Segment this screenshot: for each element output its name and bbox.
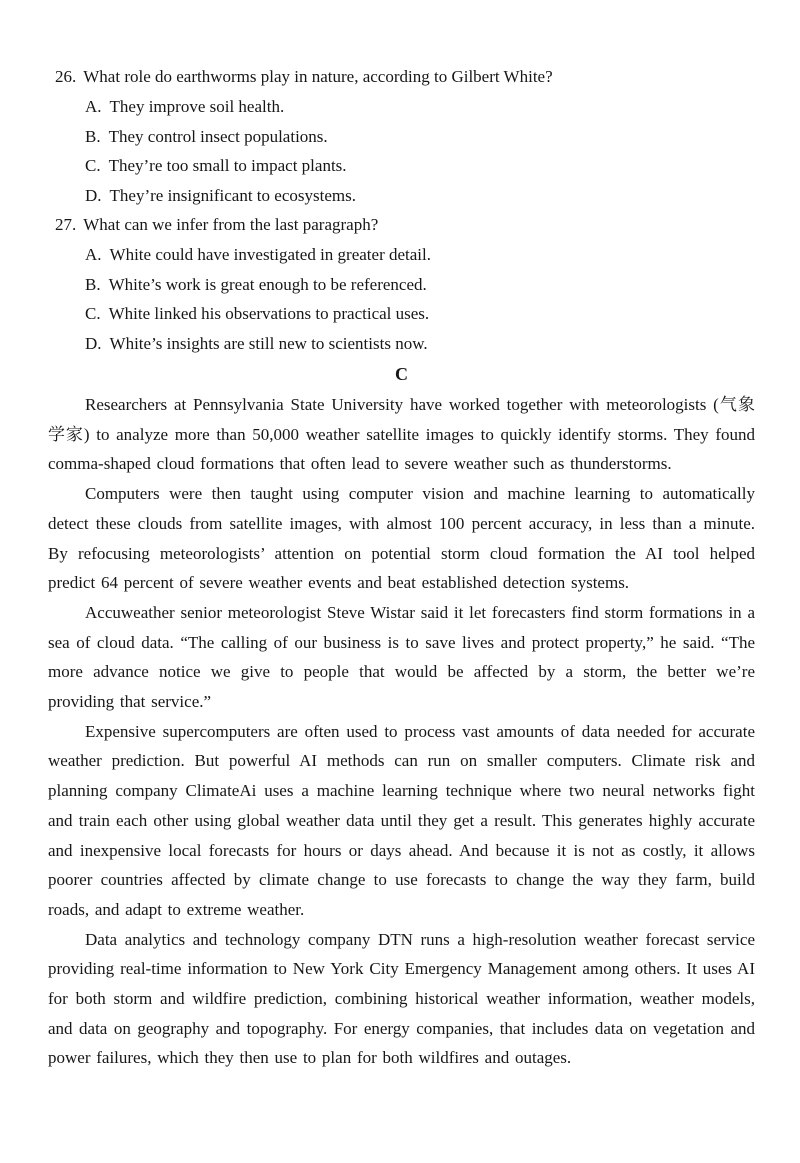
option-label: B.	[85, 274, 101, 294]
option-label: C.	[85, 156, 101, 175]
option-label: C.	[85, 304, 101, 323]
question-stem-row	[48, 62, 755, 92]
option-text: They’re insignificant to ecosystems.	[109, 185, 356, 205]
passage-paragraph: Expensive supercomputers are often used to process vast amounts of data needed for accurate weather prediction. But powerful AI methods can run on smaller computers. Climate risk and planning company ClimateAi uses a machine learning technique where two neural networks fight and train each other using global weather data until they get a result. This generates highly accurate and inexpensive local forecasts for hours or days ahead. And because it is not as costly, it allows poorer countries affected by climate change to use forecasts to change the way they farm, build roads, and adapt to extreme weather.	[48, 721, 755, 919]
question-list	[48, 62, 755, 358]
question-number: 27.	[55, 215, 77, 234]
option-label: A.	[85, 97, 102, 116]
option-label: B.	[85, 126, 101, 146]
option-b	[48, 122, 755, 152]
question-27	[48, 210, 755, 358]
option-text: They’re too small to impact plants.	[108, 156, 347, 175]
option-a	[48, 240, 755, 270]
option-text: White’s insights are still new to scientists now.	[109, 333, 428, 353]
passage-paragraph: Data analytics and technology company DTN runs a high-resolution weather forecast service providing real-time information to New York City Emergency Management among others. It uses AI for both storm and wildfire prediction, combining historical weather information, weather models, and data on geography and topography. For energy companies, that includes data on vegetation and power failures, which they then use to plan for both wildfires and outages.	[48, 929, 755, 1068]
option-text: White linked his observations to practical uses.	[108, 304, 430, 323]
option-text: They improve soil health.	[109, 97, 285, 116]
option-text: They control insect populations.	[108, 126, 328, 146]
option-label: D.	[85, 185, 102, 205]
section-heading: C	[395, 364, 408, 384]
passage-paragraph: Researchers at Pennsylvania State University have worked together with meteorologists (气象学家) to analyze more than 50,000 weather satellite images to quickly identify storms. They found comma-shaped cloud formations that often lead to severe weather such as thunderstorms.	[48, 395, 755, 474]
option-b	[48, 270, 755, 300]
option-text: White’s work is great enough to be referenced.	[108, 274, 427, 294]
option-text: White could have investigated in greater detail.	[109, 245, 431, 264]
option-label: A.	[85, 245, 102, 264]
question-26	[48, 62, 755, 210]
question-stem-row	[48, 210, 755, 240]
passage-paragraph: Accuweather senior meteorologist Steve Wistar said it let forecasters find storm formations in a sea of cloud data. “The calling of our business is to save lives and protect property,” he said. “The more advance notice we give to people that would be affected by a storm, the better we’re providing that service.”	[48, 602, 755, 712]
option-c	[48, 299, 755, 329]
option-d	[48, 329, 755, 359]
question-stem: What role do earthworms play in nature, according to Gilbert White?	[83, 67, 553, 86]
option-d	[48, 181, 755, 211]
option-label: D.	[85, 333, 102, 353]
option-a	[48, 92, 755, 122]
question-number: 26.	[55, 67, 77, 86]
option-c	[48, 151, 755, 181]
reading-passage	[48, 390, 755, 1073]
passage-paragraph: Computers were then taught using computer vision and machine learning to automatically detect these clouds from satellite images, with almost 100 percent accuracy, in less than a minute. By refocusing meteorologists’ attention on potential storm cloud formation the AI tool helped predict 64 percent of severe weather events and beat established detection systems.	[48, 484, 755, 593]
question-stem: What can we infer from the last paragraph?	[83, 215, 379, 234]
